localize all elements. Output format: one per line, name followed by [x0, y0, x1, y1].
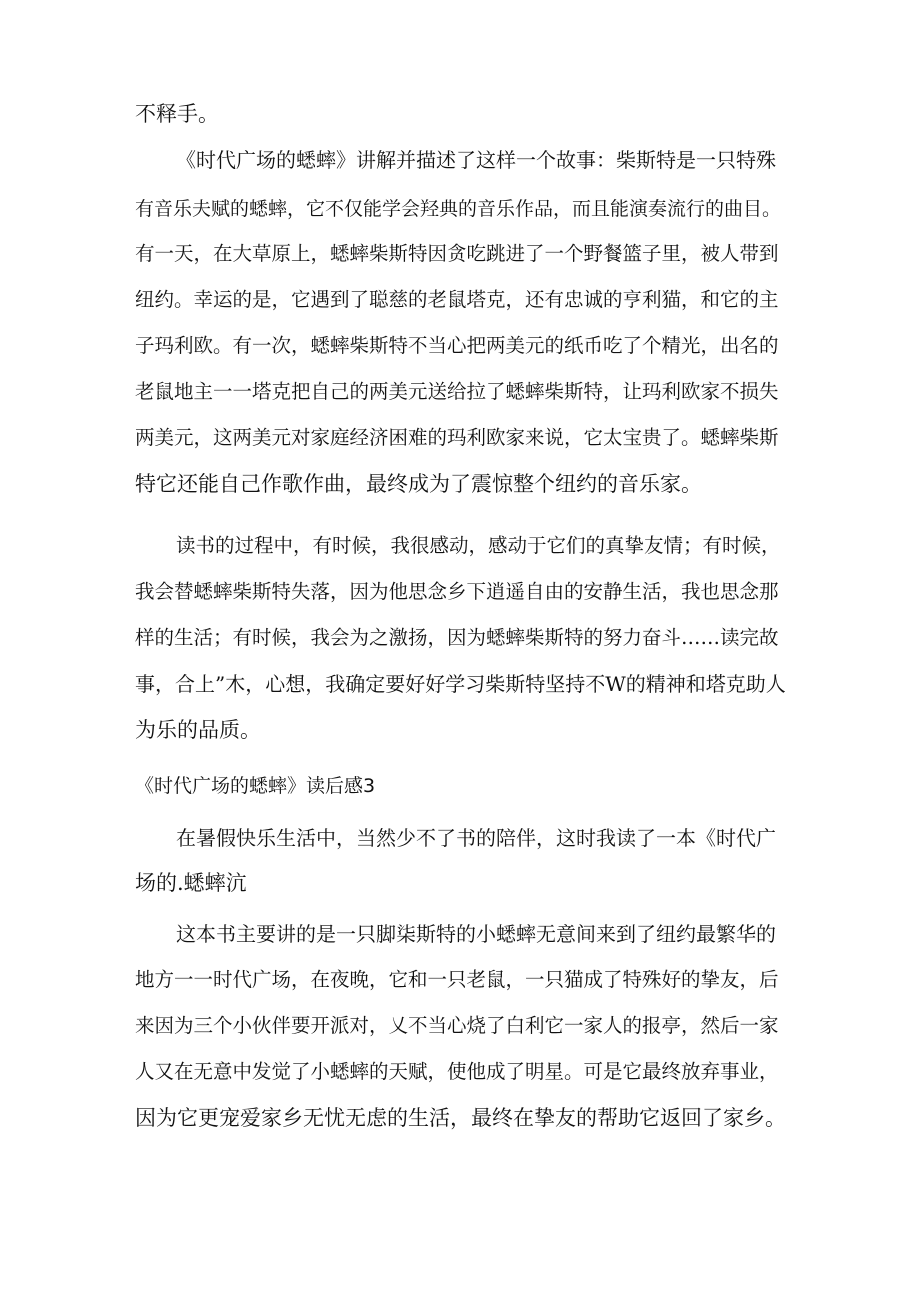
text-line: 有一天，在大草原上，蟋蟀柴斯特因贪吃跳进了一个野餐篮子里，被人带到 [135, 242, 779, 265]
section-heading: 《时代广场的蟋蟀》读后感3 [135, 775, 376, 797]
text-line: 地方一一时代广场，在夜晚，它和一只老鼠，一只猫成了特殊好的挚友，后 [135, 968, 779, 991]
paragraph-first-line: 《时代广场的蟋蟀》讲解并描述了这样一个故事：柴斯特是一只特殊 [176, 148, 776, 172]
text-line: 有音乐夫赋的蟋蟀，它不仅能学会羟典的音乐作品，而且能演奏流行的曲目。 [135, 198, 782, 220]
paragraph-first-line: 这本书主要讲的是一只脚柒斯特的小蟋蟀无意间来到了纽约最繁华的 [176, 922, 776, 946]
text-line: 因为它更宠爱家乡无忧无虑的生活，最终在挚友的帮助它返回了家乡。 [135, 1106, 786, 1130]
text-line: 事，合上”木，心想，我确定要好好学习柴斯特坚持不W的精神和塔克助人 [135, 672, 786, 696]
paragraph-first-line: 读书的过程中，有时候，我很感动，感动于它们的真挚友情；有时候， [176, 534, 781, 557]
text-line: 特它还能自己作歌作曲，最终成为了震惊整个纽约的音乐家。 [135, 472, 702, 496]
text-line: 我会替蟋蟀柴斯特失落，因为他思念乡下逍遥自由的安静生活，我也思念那 [135, 580, 779, 603]
text-line: 为乐的品质。 [135, 718, 261, 742]
text-line: 不释手。 [135, 102, 219, 126]
text-line: 来因为三个小伙伴要开派对，乂不当心烧了白利它一家人的报亭，然后一家 [135, 1014, 779, 1037]
text-line: 子玛利欧。有一次，蟋蟀柴斯特不当心把两美元的纸币吃了个精光，出名的 [135, 334, 779, 357]
text-line: 两美元，这两美元对家庭经济困难的玛利欧家来说，它太宝贵了。蟋蟀柴斯 [135, 426, 779, 449]
text-line: 样的生活；有时候，我会为之激扬，因为蟋蟀柴斯特的努力奋斗……读完故 [135, 626, 779, 649]
paragraph-first-line: 在暑假快乐生活中，当然少不了书的陪伴，这时我读了一本《时代广 [176, 826, 776, 850]
text-line: 场的.蟋蟀沆 [135, 871, 247, 895]
text-line: 老鼠地主一一塔克把自己的两美元送给拉了蟋蟀柴斯特，让玛利欧家不损失 [135, 380, 779, 403]
text-line: 人又在无意中发觉了小蟋蟀的天赋，使他成了明星。可是它最终放弃事业， [135, 1060, 779, 1083]
text-line: 纽约。幸运的是，它遇到了聪慈的老鼠塔克，还有忠诚的亨利猫，和它的主 [135, 288, 779, 311]
